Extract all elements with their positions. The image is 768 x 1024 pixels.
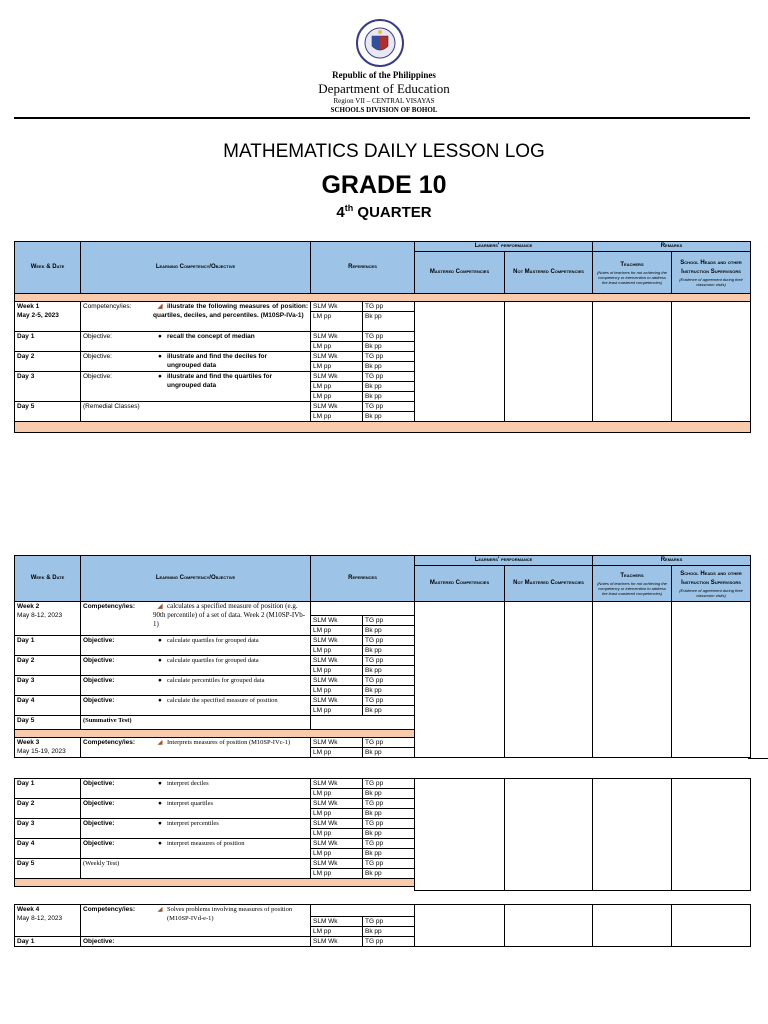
week-3-day-2-objective: Objective: ● interpret quartiles bbox=[81, 799, 311, 819]
ref-slm: SLM Wk bbox=[311, 799, 363, 809]
week-2-day-5: Day 5 bbox=[15, 716, 81, 730]
teachers-cell bbox=[593, 905, 672, 947]
week-2-day-1: Day 1 bbox=[15, 636, 81, 656]
header-learners-performance: Learners' performance bbox=[415, 556, 593, 566]
ref-tg: TG pp bbox=[363, 402, 415, 412]
mastered-cell bbox=[415, 302, 505, 422]
separator-band bbox=[15, 730, 415, 738]
week-2-day-3-objective: Objective: ● calculate percentiles for grouped data bbox=[81, 676, 311, 696]
ref-bk: Bk pp bbox=[363, 686, 415, 696]
day-1-cell: Day 1 bbox=[15, 332, 81, 352]
ref-slm: SLM Wk bbox=[311, 859, 363, 869]
week-4-day-1: Day 1 bbox=[15, 937, 81, 947]
week-4-day-1-objective: Objective: bbox=[81, 937, 311, 947]
week-3-competency: Competency/ies: ◢ Interprets measures of position (M10SP-IVc-1) bbox=[81, 738, 311, 758]
week-2-day-3: Day 3 bbox=[15, 676, 81, 696]
ref-lm: LM pp bbox=[311, 789, 363, 799]
republic-line: Republic of the Philippines bbox=[332, 70, 436, 80]
separator-band bbox=[15, 879, 415, 887]
ref-lm: LM pp bbox=[311, 382, 363, 392]
header-competency: Learning Competency/Objective bbox=[81, 242, 311, 294]
ref-slm: SLM Wk bbox=[311, 332, 363, 342]
ref-lm: LM pp bbox=[311, 849, 363, 859]
header-references: References bbox=[311, 556, 415, 602]
ref-lm: LM pp bbox=[311, 809, 363, 819]
ref-slm: SLM Wk bbox=[311, 917, 363, 927]
header-remarks: Remarks bbox=[593, 242, 751, 252]
week-4-cell: Week 4 May 8-12, 2023 bbox=[15, 905, 81, 937]
header-school-heads: School Heads and other Instruction Supervisors (Evidence of agreement during their classroom visits) bbox=[672, 252, 751, 294]
not-mastered-cell bbox=[505, 779, 593, 891]
ref-bk: Bk pp bbox=[363, 666, 415, 676]
lesson-log-table-2-continued bbox=[14, 778, 751, 891]
week-3-day-3: Day 3 bbox=[15, 819, 81, 839]
division-line: SCHOOLS DIVISION OF BOHOL bbox=[330, 106, 438, 114]
ref-lm: LM pp bbox=[311, 342, 363, 352]
ref-slm: SLM Wk bbox=[311, 696, 363, 706]
header-competency: Learning Competency/Objective bbox=[81, 556, 311, 602]
grade-title: GRADE 10 bbox=[321, 171, 447, 199]
ref-lm: LM pp bbox=[311, 392, 363, 402]
not-mastered-cell bbox=[505, 302, 593, 422]
quarter-title: 4th QUARTER bbox=[336, 203, 432, 221]
deped-seal-logo bbox=[355, 18, 405, 68]
ref-lm: LM pp bbox=[311, 829, 363, 839]
header-remarks: Remarks bbox=[593, 556, 751, 566]
heads-cell bbox=[672, 905, 751, 947]
ref-tg: TG pp bbox=[363, 676, 415, 686]
header-not-mastered: Not Mastered Competencies bbox=[505, 566, 593, 602]
week-2-day-5-note: (Summative Test) bbox=[81, 716, 311, 730]
header-learners-performance: Learners' performance bbox=[415, 242, 593, 252]
ref-tg: TG pp bbox=[363, 352, 415, 362]
page-title: MATHEMATICS DAILY LESSON LOG bbox=[223, 141, 545, 162]
ref-slm: SLM Wk bbox=[311, 937, 363, 947]
week-3-day-3-objective: Objective: ● interpret percentiles bbox=[81, 819, 311, 839]
ref-tg: TG pp bbox=[363, 917, 415, 927]
ref-bk: Bk pp bbox=[363, 382, 415, 392]
week-3-day-5-note: (Weekly Test) bbox=[81, 859, 311, 879]
ref-lm: LM pp bbox=[311, 869, 363, 879]
ref-bk: Bk pp bbox=[363, 809, 415, 819]
ref-lm: LM pp bbox=[311, 686, 363, 696]
ref-bk: Bk pp bbox=[363, 849, 415, 859]
week-2-cell: Week 2 May 8-12, 2023 bbox=[15, 602, 81, 636]
ref-tg: TG pp bbox=[363, 839, 415, 849]
ref-slm: SLM Wk bbox=[311, 352, 363, 362]
not-mastered-cell bbox=[505, 905, 593, 947]
ref-tg: TG pp bbox=[363, 937, 415, 947]
header-week-date: Week & Date bbox=[15, 242, 81, 294]
ref-lm: LM pp bbox=[311, 646, 363, 656]
ref-lm: LM pp bbox=[311, 706, 363, 716]
ref-lm: LM pp bbox=[311, 312, 363, 332]
ref-bk: Bk pp bbox=[363, 342, 415, 352]
week-2-day-1-objective: Objective: ● calculate quartiles for grouped data bbox=[81, 636, 311, 656]
ref-slm: SLM Wk bbox=[311, 779, 363, 789]
ref-slm: SLM Wk bbox=[311, 302, 363, 312]
spacer bbox=[15, 887, 415, 891]
region-line: Region VII – CENTRAL VISAYAS bbox=[333, 97, 435, 105]
ref-bk: Bk pp bbox=[363, 829, 415, 839]
header-school-heads: School Heads and other Instruction Supervisors (Evidence of agreement during their classroom visits) bbox=[672, 566, 751, 602]
heads-cell bbox=[672, 302, 751, 422]
mastered-cell bbox=[415, 602, 505, 758]
day-3-cell: Day 3 bbox=[15, 372, 81, 402]
separator-band bbox=[15, 294, 751, 302]
ref-bk: Bk pp bbox=[363, 646, 415, 656]
header-not-mastered: Not Mastered Competencies bbox=[505, 252, 593, 294]
ref-slm: SLM Wk bbox=[311, 402, 363, 412]
day-5-note: (Remedial Classes) bbox=[81, 402, 311, 422]
mastered-cell bbox=[415, 779, 505, 891]
ref-bk: Bk pp bbox=[363, 927, 415, 937]
ref-bk: Bk pp bbox=[363, 312, 415, 332]
header-teachers: Teachers (Notes of teachers for not achieving the competency or intervention to address the least mastered competencies) bbox=[593, 566, 672, 602]
week-3-day-4: Day 4 bbox=[15, 839, 81, 859]
week-1-competency: Competency/ies: ◢ illustrate the following measures of position: quartiles, deciles, and percentiles. (M10SP-IVa-1) bbox=[81, 302, 311, 332]
edge-line bbox=[748, 758, 768, 759]
week-3-cell: Week 3 May 15-19, 2023 bbox=[15, 738, 81, 758]
ref-lm: LM pp bbox=[311, 927, 363, 937]
ref-bk: Bk pp bbox=[363, 626, 415, 636]
lesson-log-table-2-week-4 bbox=[14, 904, 751, 947]
week-4-competency: Competency/ies: ◢ Solves problems involving measures of position (M10SP-IVd-e-1) bbox=[81, 905, 311, 937]
ref-slm: SLM Wk bbox=[311, 636, 363, 646]
teachers-cell bbox=[593, 302, 672, 422]
header-teachers: Teachers (Notes of teachers for not achieving the competency or intervention to address the least mastered competencies) bbox=[593, 252, 672, 294]
ref-tg: TG pp bbox=[363, 859, 415, 869]
ref-blank bbox=[311, 602, 415, 616]
separator-band bbox=[15, 422, 751, 433]
header-references: References bbox=[311, 242, 415, 294]
heads-cell bbox=[672, 602, 751, 758]
teachers-cell bbox=[593, 602, 672, 758]
department-name: Department of Education bbox=[318, 81, 450, 96]
ref-bk: Bk pp bbox=[363, 789, 415, 799]
ref-slm: SLM Wk bbox=[311, 372, 363, 382]
ref-slm: SLM Wk bbox=[311, 676, 363, 686]
ref-tg: TG pp bbox=[363, 738, 415, 748]
ref-lm: LM pp bbox=[311, 412, 363, 422]
ref-bk: Bk pp bbox=[363, 362, 415, 372]
teachers-cell bbox=[593, 779, 672, 891]
week-3-day-1-objective: Objective: ● interpret deciles bbox=[81, 779, 311, 799]
mastered-cell bbox=[415, 905, 505, 947]
ref-slm: SLM Wk bbox=[311, 656, 363, 666]
week-2-competency: Competency/ies: ◢ calculates a specified measure of position (e.g. 90th percentile) of a set of data. Week 2 (M10SP-IVb-1) bbox=[81, 602, 311, 636]
week-2-day-2-objective: Objective: ● calculate quartiles for grouped data bbox=[81, 656, 311, 676]
week-2-day-4-objective: Objective: ● calculate the specified measure of position bbox=[81, 696, 311, 716]
header-week-date: Week & Date bbox=[15, 556, 81, 602]
ref-tg: TG pp bbox=[363, 616, 415, 626]
ref-tg: TG pp bbox=[363, 636, 415, 646]
ref-tg: TG pp bbox=[363, 656, 415, 666]
day-2-cell: Day 2 bbox=[15, 352, 81, 372]
ref-lm: LM pp bbox=[311, 362, 363, 372]
ref-tg: TG pp bbox=[363, 779, 415, 789]
ref-bk: Bk pp bbox=[363, 412, 415, 422]
ref-lm: LM pp bbox=[311, 748, 363, 758]
ref-tg: TG pp bbox=[363, 332, 415, 342]
ref-bk: Bk pp bbox=[363, 706, 415, 716]
heads-cell bbox=[672, 779, 751, 891]
header-divider bbox=[14, 117, 750, 119]
lesson-log-table-2 bbox=[14, 555, 751, 758]
week-2-day-4: Day 4 bbox=[15, 696, 81, 716]
day-1-objective: Objective: ● recall the concept of median bbox=[81, 332, 311, 352]
ref-tg: TG pp bbox=[363, 372, 415, 382]
ref-tg: TG pp bbox=[363, 799, 415, 809]
ref-slm: SLM Wk bbox=[311, 839, 363, 849]
ref-lm: LM pp bbox=[311, 626, 363, 636]
ref-slm: SLM Wk bbox=[311, 819, 363, 829]
ref-slm: SLM Wk bbox=[311, 738, 363, 748]
day-5-cell: Day 5 bbox=[15, 402, 81, 422]
week-3-day-4-objective: Objective: ● interpret measures of position bbox=[81, 839, 311, 859]
ref-bk: Bk pp bbox=[363, 748, 415, 758]
ref-tg: TG pp bbox=[363, 819, 415, 829]
ref-blank bbox=[311, 905, 415, 917]
week-3-day-5: Day 5 bbox=[15, 859, 81, 879]
week-3-day-1: Day 1 bbox=[15, 779, 81, 799]
week-2-day-2: Day 2 bbox=[15, 656, 81, 676]
week-1-cell: Week 1 May 2-5, 2023 bbox=[15, 302, 81, 332]
header-mastered: Mastered Competencies bbox=[415, 252, 505, 294]
ref-tg: TG pp bbox=[363, 302, 415, 312]
not-mastered-cell bbox=[505, 602, 593, 758]
week-3-day-2: Day 2 bbox=[15, 799, 81, 819]
ref-slm: SLM Wk bbox=[311, 616, 363, 626]
day-3-objective: Objective: ● illustrate and find the quartiles for ungrouped data bbox=[81, 372, 311, 402]
header-mastered: Mastered Competencies bbox=[415, 566, 505, 602]
ref-tg: TG pp bbox=[363, 696, 415, 706]
ref-blank bbox=[311, 716, 415, 730]
ref-bk: Bk pp bbox=[363, 869, 415, 879]
ref-bk: Bk pp bbox=[363, 392, 415, 402]
day-2-objective: Objective: ● illustrate and find the deciles for ungrouped data bbox=[81, 352, 311, 372]
ref-lm: LM pp bbox=[311, 666, 363, 676]
lesson-log-table-1 bbox=[14, 241, 751, 433]
